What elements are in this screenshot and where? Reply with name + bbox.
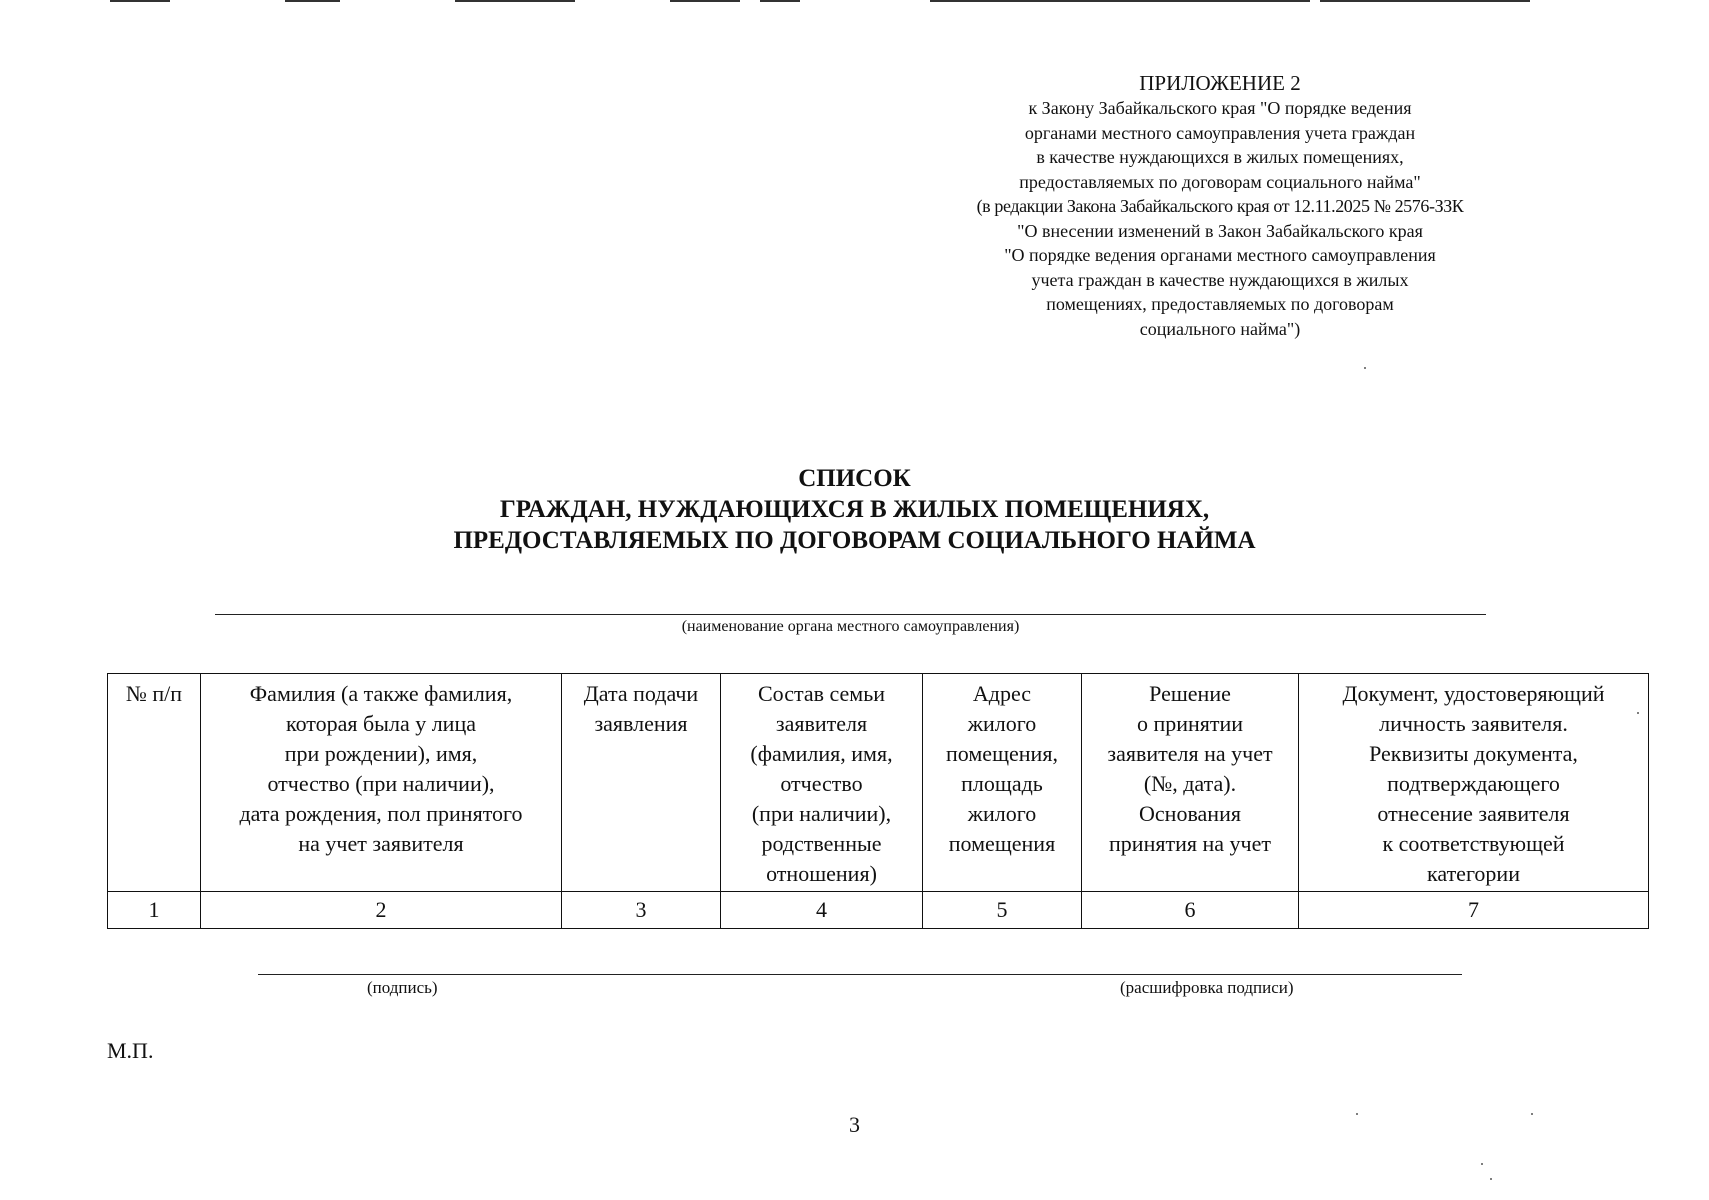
appendix-line: (в редакции Закона Забайкальского края от 12.11.2025 № 2576-ЗЗК: [976, 196, 1464, 216]
scan-speck: [1490, 1178, 1492, 1180]
signature-decoding-caption: (расшифровка подписи): [1120, 978, 1294, 997]
signature-line: [258, 974, 1462, 975]
appendix-line: социального найма"): [1139, 318, 1301, 339]
title-line: ГРАЖДАН, НУЖДАЮЩИХСЯ В ЖИЛЫХ ПОМЕЩЕНИЯХ,: [499, 496, 1210, 523]
column-number-row: [108, 892, 1649, 929]
scan-speck: [1364, 367, 1366, 369]
appendix-line: органами местного самоуправления учета граждан: [1024, 122, 1416, 143]
page-number: 3: [849, 1112, 860, 1137]
header-cell-family: Состав семьи заявителя (фамилия, имя, отчество (при наличии), родственные отношения): [721, 674, 923, 892]
appendix-line: предоставляемых по договорам социального найма": [1019, 171, 1421, 192]
column-number-cell: 6: [1082, 892, 1299, 929]
citizens-list-table: [107, 673, 1649, 929]
appendix-line: "О порядке ведения органами местного самоуправления: [1004, 245, 1436, 265]
column-number-cell: 2: [201, 892, 562, 929]
appendix-line: "О внесении изменений в Закон Забайкальского края: [1017, 220, 1423, 241]
signature-caption: (подпись): [367, 978, 438, 997]
appendix-block: [960, 70, 1480, 341]
top-scan-marks: [0, 0, 1709, 4]
header-cell-document: Документ, удостоверяющий личность заявителя. Реквизиты документа, подтверждающего отнесение заявителя к соответствующей категории: [1299, 674, 1649, 892]
column-number-cell: 3: [562, 892, 721, 929]
scan-speck: [1637, 712, 1639, 714]
header-cell-application-date: Дата подачи заявления: [562, 674, 721, 892]
scan-speck: [1356, 1113, 1358, 1115]
scan-speck: [1481, 1163, 1483, 1165]
appendix-line: к Закону Забайкальского края "О порядке ведения: [1028, 98, 1412, 118]
table-header-row: [108, 674, 1649, 892]
org-name-line: [215, 614, 1486, 615]
column-number-cell: 5: [923, 892, 1082, 929]
appendix-line: в качестве нуждающихся в жилых помещениях,: [1036, 147, 1404, 167]
column-number-cell: 1: [108, 892, 201, 929]
header-cell-applicant: Фамилия (а также фамилия, которая была у лица при рождении), имя, отчество (при наличии), дата рождения, пол принятого на учет заявителя: [201, 674, 562, 892]
scan-speck: [1531, 1113, 1533, 1115]
appendix-title: ПРИЛОЖЕНИЕ 2: [1139, 71, 1301, 95]
org-name-caption: (наименование органа местного самоуправления): [681, 618, 1020, 635]
appendix-line: помещениях, предоставляемых по договорам: [1046, 294, 1394, 314]
stamp-place-label: М.П.: [107, 1038, 154, 1063]
title-line: СПИСОК: [798, 465, 911, 492]
header-cell-address: Адрес жилого помещения, площадь жилого помещения: [923, 674, 1082, 892]
document-title: [0, 463, 1709, 556]
appendix-line: учета граждан в качестве нуждающихся в жилых: [1031, 269, 1409, 290]
column-number-cell: 7: [1299, 892, 1649, 929]
column-number-cell: 4: [721, 892, 923, 929]
title-line: ПРЕДОСТАВЛЯЕМЫХ ПО ДОГОВОРАМ СОЦИАЛЬНОГО НАЙМА: [453, 527, 1256, 554]
header-cell-decision: Решение о принятии заявителя на учет (№, дата). Основания принятия на учет: [1082, 674, 1299, 892]
header-cell-number: № п/п: [108, 674, 201, 892]
